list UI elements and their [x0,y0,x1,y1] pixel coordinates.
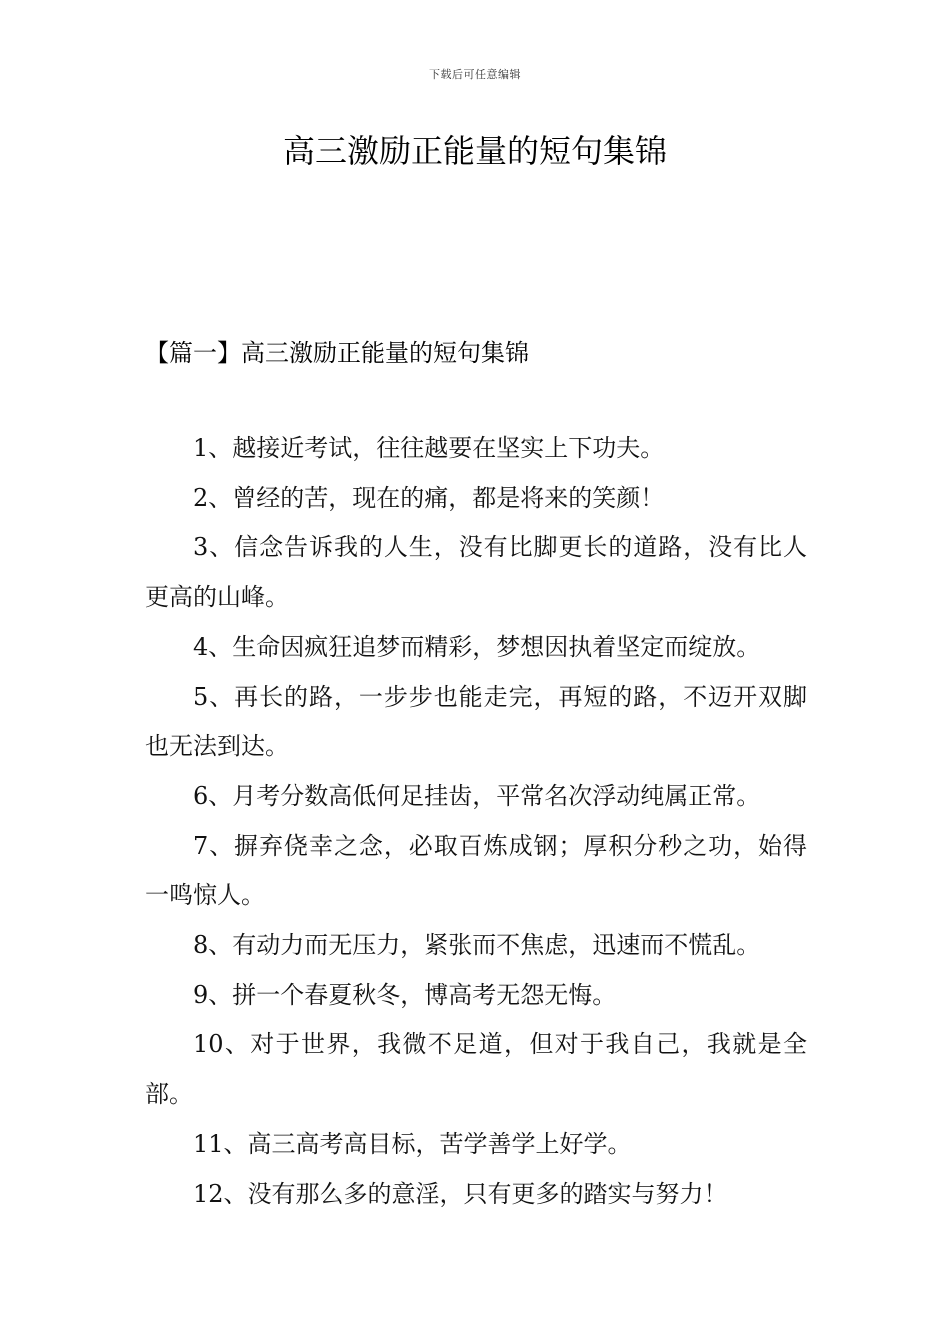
quote-item: 3、信念告诉我的人生，没有比脚更长的道路，没有比人更高的山峰。 [145,533,807,612]
quote-item: 5、再长的路，一步步也能走完，再短的路，不迈开双脚也无法到达。 [145,682,807,761]
quote-item: 12、没有那么多的意淫，只有更多的踏实与努力！ [193,1179,728,1208]
header-note: 下载后可任意编辑 [429,68,521,81]
quote-item: 9、拼一个春夏秋冬，博高考无怨无悔。 [193,980,617,1009]
quote-item: 4、生命因疯狂追梦而精彩，梦想因执着坚定而绽放。 [193,632,761,661]
quote-item: 7、摒弃侥幸之念，必取百炼成钢；厚积分秒之功，始得一鸣惊人。 [145,831,807,910]
document-title: 高三激励正能量的短句集锦 [282,132,667,170]
quote-list [145,424,807,1219]
quote-item: 10、对于世界，我微不足道，但对于我自己，我就是全部。 [145,1030,807,1109]
quote-item: 1、越接近考试，往往越要在坚实上下功夫。 [193,434,665,462]
quote-item: 6、月考分数高低何足挂齿，平常名次浮动纯属正常。 [193,781,761,810]
quote-item: 2、曾经的苦，现在的痛，都是将来的笑颜！ [193,483,665,512]
section-heading: 【篇一】高三激励正能量的短句集锦 [145,339,529,367]
quote-item: 11、高三高考高目标，苦学善学上好学。 [193,1129,632,1158]
quote-item: 8、有动力而无压力，紧张而不焦虑，迅速而不慌乱。 [193,931,761,960]
